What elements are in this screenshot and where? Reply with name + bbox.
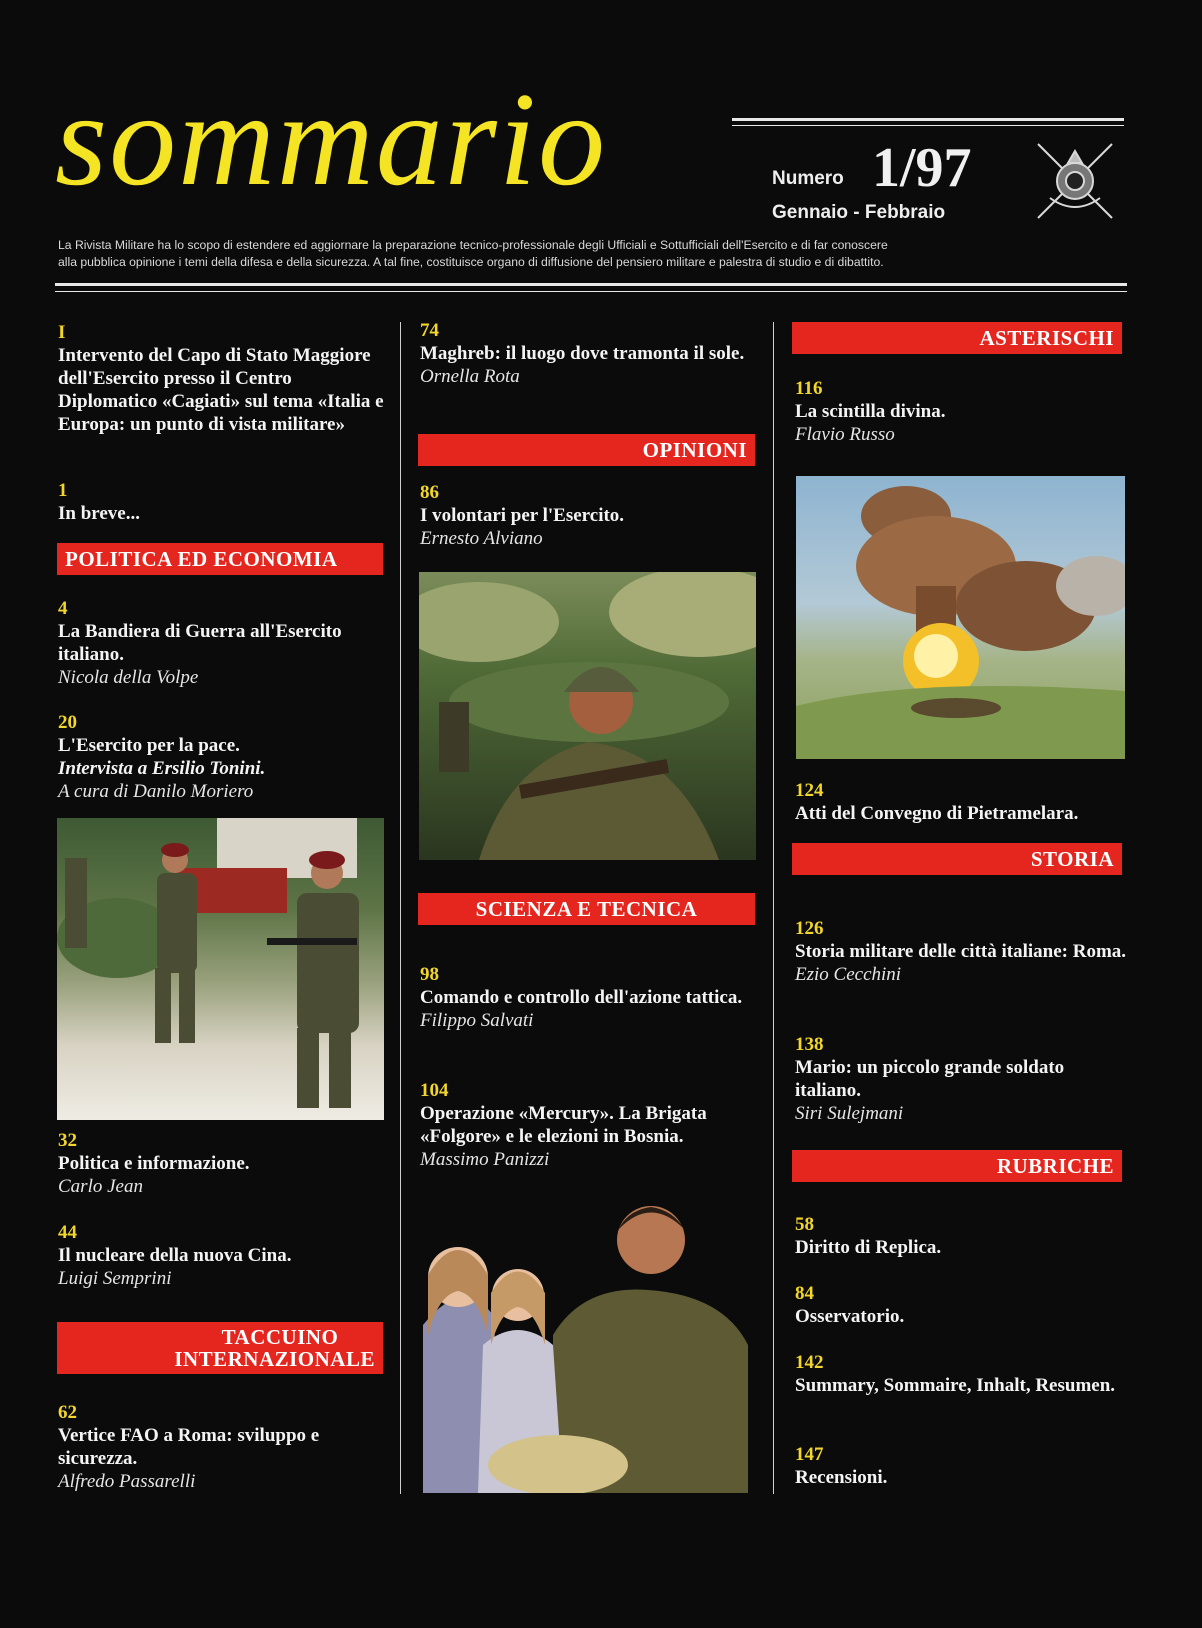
- photo-explosion: [796, 476, 1125, 759]
- toc-entry[interactable]: [795, 780, 1130, 825]
- article-title: Summary, Sommaire, Inhalt, Resumen.: [795, 1375, 1116, 1396]
- section-header: [57, 1322, 383, 1374]
- header-rule: [55, 291, 1127, 292]
- toc-entry[interactable]: [795, 378, 1130, 446]
- article-title: Storia militare delle città italiane: Roma.: [795, 941, 1127, 962]
- page-number: 44: [58, 1222, 77, 1243]
- article-title: Osservatorio.: [795, 1306, 905, 1327]
- page-number: 74: [420, 320, 439, 341]
- article-author: Massimo Panizzi: [420, 1149, 550, 1170]
- article-title: Il nucleare della nuova Cina.: [58, 1245, 292, 1266]
- section-header: STORIA: [792, 843, 1122, 875]
- mission-line: La Rivista Militare ha lo scopo di estendere ed aggiornare la preparazione tecnico-professionale degli Ufficiali e Sottufficiali dell'Esercito e di far conoscere: [58, 238, 888, 252]
- page-number: 98: [420, 964, 439, 985]
- page-number: 32: [58, 1130, 77, 1151]
- photo-soldier-drawing: [419, 572, 756, 860]
- article-title: Recensioni.: [795, 1467, 888, 1488]
- article-title: Intervento del Capo di Stato Maggiore dell'Esercito presso il Centro Diplomatico «Cagiati» sul tema «Italia e Europa: un punto di vista militare»: [58, 345, 384, 435]
- photo-children-drawing: [423, 1195, 758, 1493]
- article-author: Siri Sulejmani: [795, 1103, 904, 1124]
- mission-statement: [58, 237, 1128, 271]
- photo-soldiers-drawing: [57, 818, 384, 1120]
- toc-entry[interactable]: [420, 1080, 760, 1171]
- toc-entry[interactable]: [58, 1222, 388, 1290]
- article-title: Operazione «Mercury». La Brigata «Folgore» e le elezioni in Bosnia.: [420, 1103, 707, 1147]
- toc-entry[interactable]: [58, 322, 388, 436]
- article-title: Atti del Convegno di Pietramelara.: [795, 803, 1079, 824]
- article-author: Ornella Rota: [420, 366, 520, 387]
- toc-entry[interactable]: [58, 1402, 388, 1493]
- article-author: Ernesto Alviano: [420, 528, 543, 549]
- article-author: Alfredo Passarelli: [58, 1471, 196, 1492]
- page-number: 138: [795, 1034, 824, 1055]
- header-rule: [55, 283, 1127, 286]
- toc-entry[interactable]: [58, 712, 388, 803]
- article-title: Vertice FAO a Roma: sviluppo e sicurezza.: [58, 1425, 320, 1469]
- issue-number-label: Numero: [772, 168, 844, 189]
- page-number: 84: [795, 1283, 814, 1304]
- toc-entry[interactable]: [795, 1034, 1130, 1125]
- article-title: La scintilla divina.: [795, 401, 946, 422]
- page-number: 58: [795, 1214, 814, 1235]
- article-title: Mario: un piccolo grande soldato italiano.: [795, 1057, 1065, 1101]
- article-title: Comando e controllo dell'azione tattica.: [420, 987, 743, 1008]
- section-header: RUBRICHE: [792, 1150, 1122, 1182]
- issue-period: Gennaio - Febbraio: [772, 202, 946, 223]
- toc-entry[interactable]: [795, 1352, 1130, 1397]
- toc-entry[interactable]: [58, 598, 388, 689]
- page-number: 142: [795, 1352, 824, 1373]
- mission-line: alla pubblica opinione i temi della difesa e della sicurezza. A tal fine, costituisce organo di diffusione del pensiero militare e palestra di studio e di dibattito.: [58, 255, 884, 269]
- article-title: I volontari per l'Esercito.: [420, 505, 625, 526]
- column-divider: [773, 322, 774, 1494]
- article-title: Politica e informazione.: [58, 1153, 250, 1174]
- photo-soldier-children: [423, 1195, 758, 1493]
- header-rule: [732, 125, 1124, 126]
- page-number: 4: [58, 598, 68, 619]
- magazine-title: sommario: [55, 65, 608, 213]
- page-number: 124: [795, 780, 824, 801]
- toc-entry[interactable]: [795, 1444, 1130, 1489]
- page-number: 1: [58, 480, 68, 501]
- article-title: Diritto di Replica.: [795, 1237, 942, 1258]
- article-title: L'Esercito per la pace.: [58, 735, 240, 756]
- page-number: 147: [795, 1444, 824, 1465]
- header-rule: [732, 118, 1124, 121]
- photo-soldier-helmet: [419, 572, 756, 860]
- toc-entry[interactable]: [420, 964, 760, 1032]
- page-number: 86: [420, 482, 439, 503]
- page-number: 104: [420, 1080, 449, 1101]
- article-author: Carlo Jean: [58, 1176, 143, 1197]
- article-author: Flavio Russo: [795, 424, 895, 445]
- issue-number: 1/97: [872, 137, 972, 199]
- section-header-line: TACCUINO: [221, 1325, 339, 1349]
- section-header: OPINIONI: [418, 434, 755, 466]
- toc-entry[interactable]: [795, 1214, 1130, 1259]
- toc-entry[interactable]: [58, 1130, 388, 1198]
- toc-entry[interactable]: [795, 1283, 1130, 1328]
- article-title: Maghreb: il luogo dove tramonta il sole.: [420, 343, 745, 364]
- article-author: Filippo Salvati: [420, 1010, 534, 1031]
- section-header: ASTERISCHI: [792, 322, 1122, 354]
- section-header-line: INTERNAZIONALE: [174, 1347, 375, 1371]
- toc-entry[interactable]: [58, 480, 388, 525]
- article-author: Ezio Cecchini: [795, 964, 902, 985]
- page-number: 20: [58, 712, 77, 733]
- article-author: Luigi Semprini: [58, 1268, 172, 1289]
- article-title: La Bandiera di Guerra all'Esercito italiano.: [58, 621, 342, 665]
- article-subtitle: [58, 757, 388, 780]
- page-number: 62: [58, 1402, 77, 1423]
- toc-entry[interactable]: [795, 918, 1130, 986]
- article-title: In breve...: [58, 503, 140, 524]
- column-divider: [400, 322, 401, 1494]
- toc-entry[interactable]: [420, 320, 760, 388]
- page-number: 126: [795, 918, 824, 939]
- page-number: 116: [795, 378, 823, 399]
- photo-soldiers-patrol: [57, 818, 384, 1120]
- section-header: SCIENZA E TECNICA: [418, 893, 755, 925]
- article-author: Nicola della Volpe: [58, 667, 199, 688]
- photo-explosion-drawing: [796, 476, 1125, 759]
- section-header: POLITICA ED ECONOMIA: [57, 543, 383, 575]
- army-emblem-icon: [1030, 136, 1120, 226]
- toc-entry[interactable]: [420, 482, 760, 550]
- article-subtitle-text: Intervista a Ersilio Tonini.: [58, 758, 266, 779]
- article-author: A cura di Danilo Moriero: [58, 781, 254, 802]
- page-number: I: [58, 322, 66, 343]
